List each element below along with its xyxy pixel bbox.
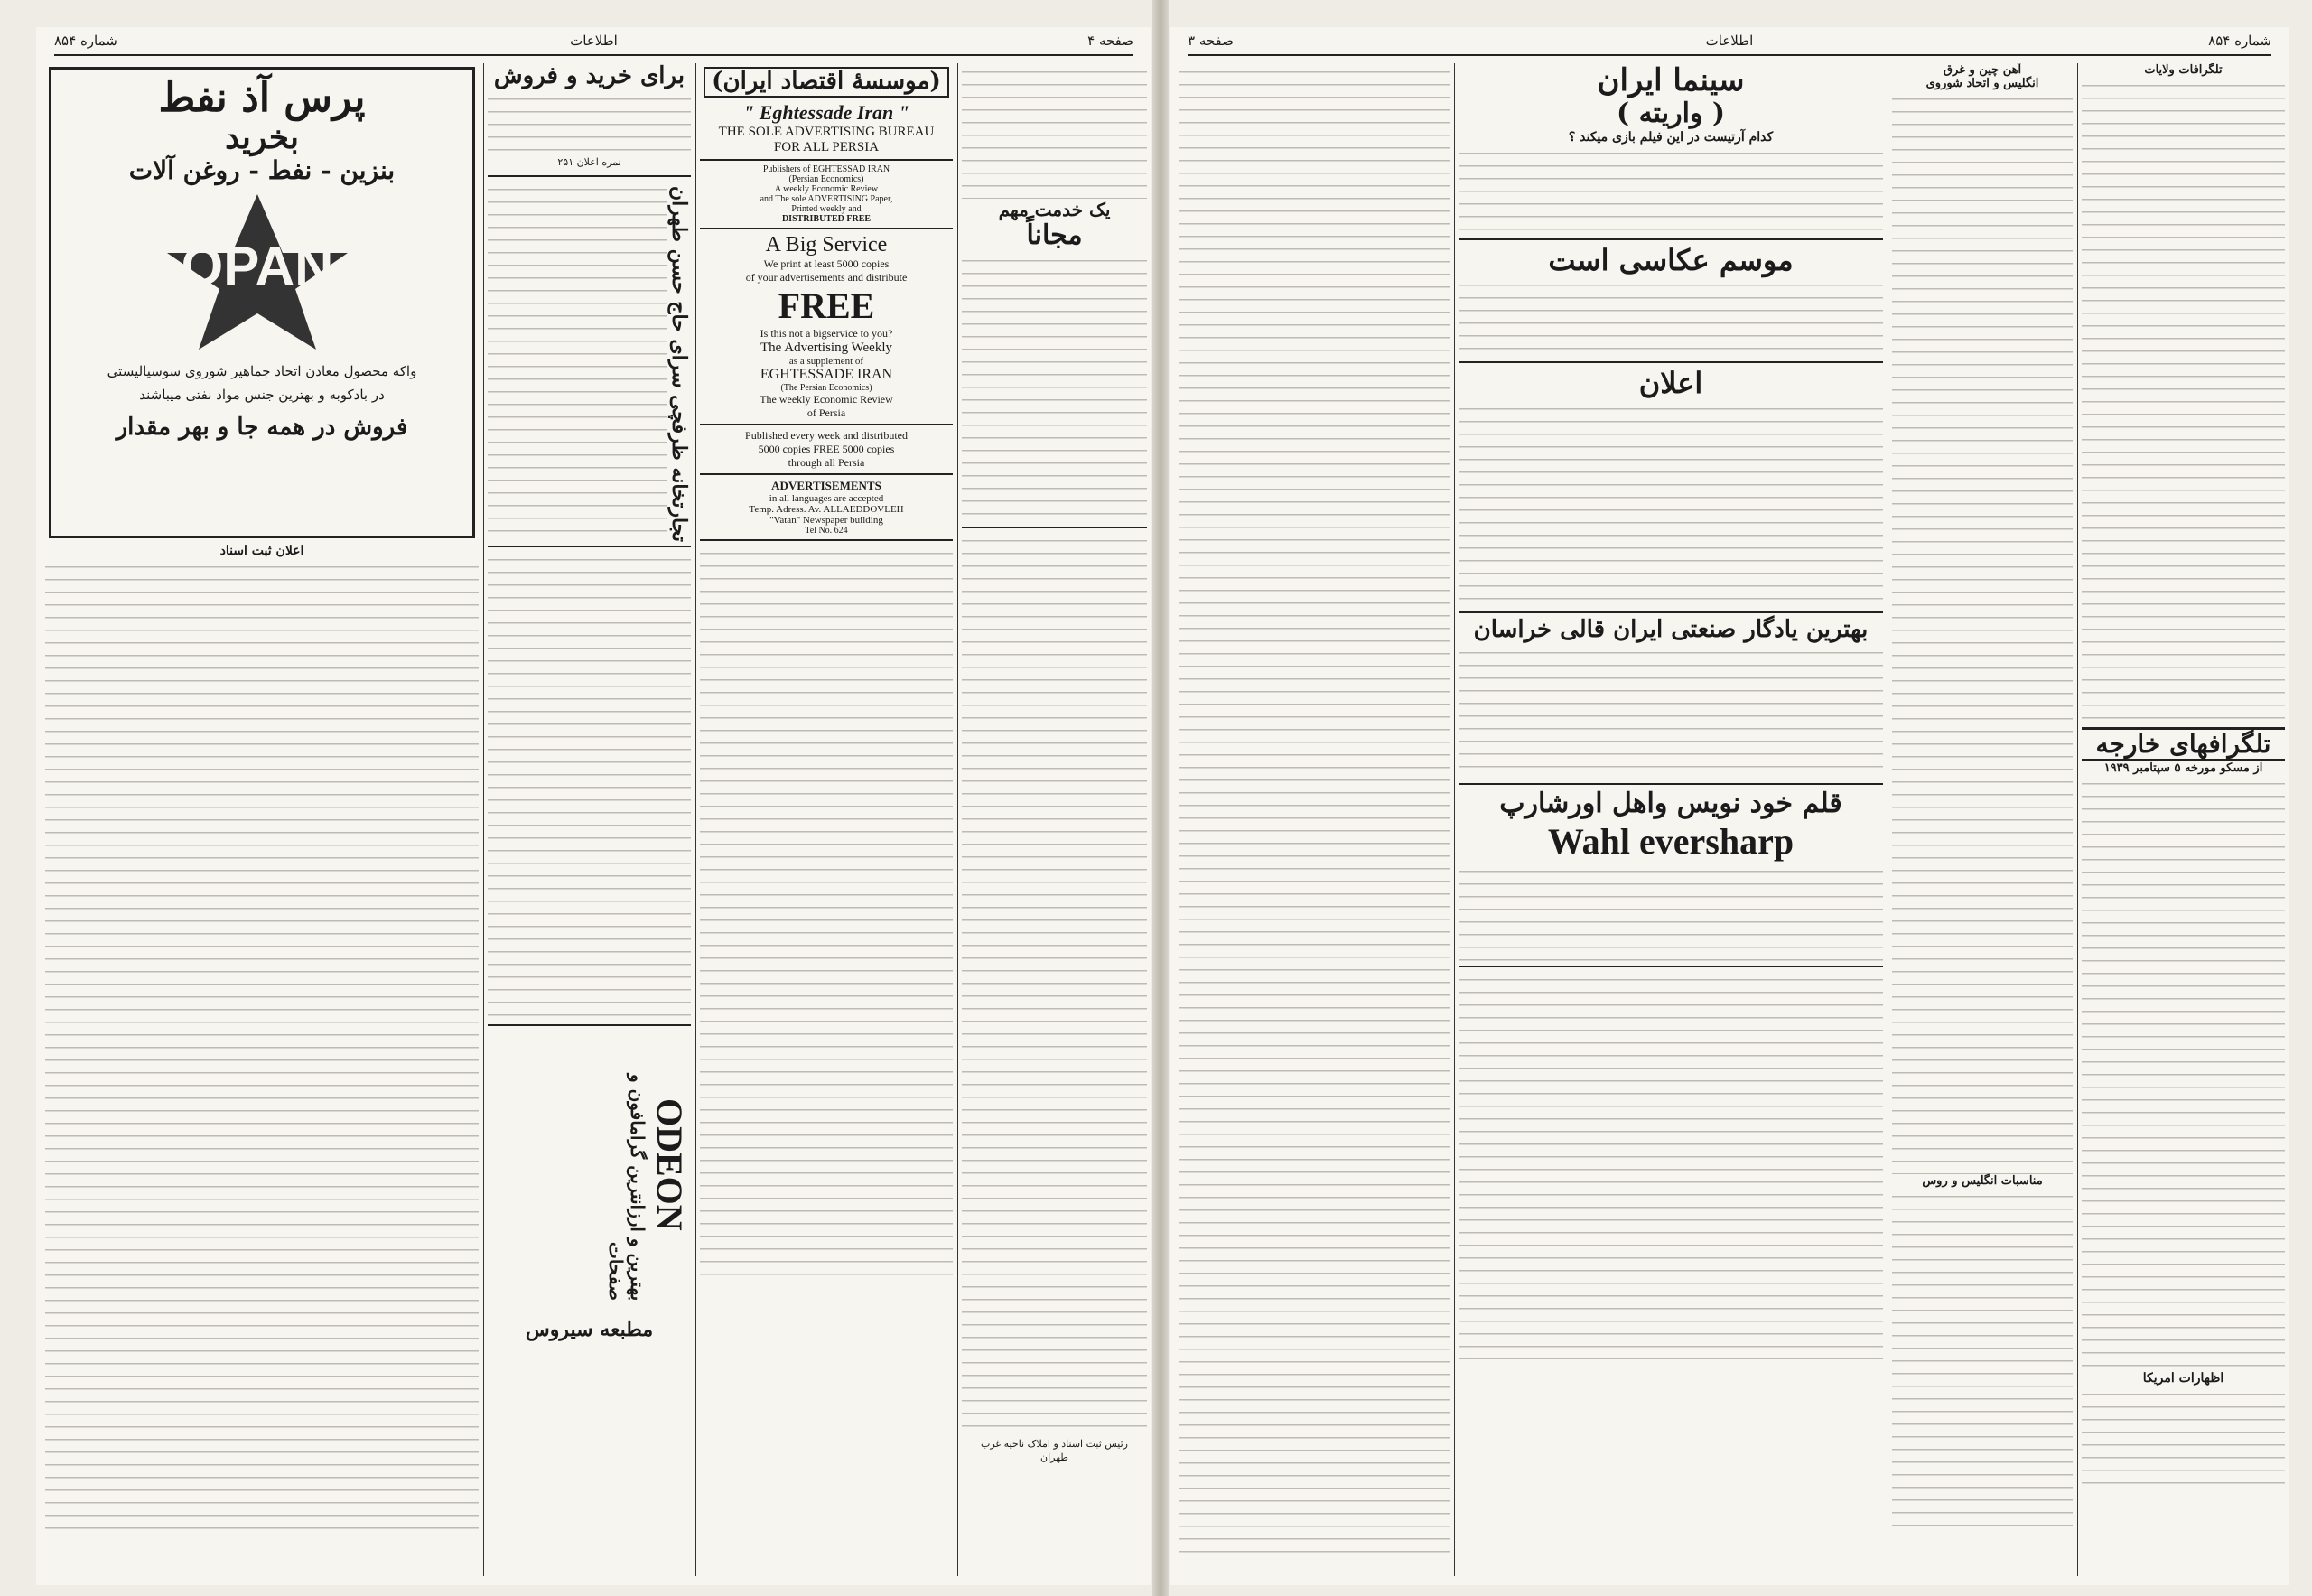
- oil-ad-desc: واکه محصول معادن اتحاد جماهیر شوروی سوسیالیستی: [107, 363, 417, 380]
- big-service-langs: in all languages are accepted: [769, 492, 884, 504]
- odeon-title: ODEON: [649, 1098, 690, 1232]
- photo-title: موسم عکاسی است: [1548, 242, 1794, 277]
- right-page: [1170, 27, 2289, 1585]
- col-header-h1: تلگرافات ولایات: [2144, 63, 2223, 77]
- majjanan-title: مجاناً: [1026, 219, 1083, 251]
- right-page-header: [1188, 29, 2271, 56]
- wahl-fa: قلم خود نویس واهل اورشارپ: [1499, 788, 1842, 820]
- opan-logo-icon: [50, 185, 465, 357]
- big-service-copies: 5000 copies FREE 5000 copies: [758, 442, 895, 455]
- big-service-as-supp: as a supplement of: [788, 355, 864, 367]
- oil-ad-title: پرس آذ نفط: [158, 75, 366, 121]
- eghtessad-sub1: THE SOLE ADVERTISING BUREAU: [718, 124, 935, 139]
- big-service-line2: of your advertisements and distribute: [745, 270, 908, 284]
- right-page-number: صفحه ۳: [1188, 33, 1234, 49]
- cinema-title: سینما ایران: [1597, 63, 1745, 98]
- big-service-ads: ADVERTISEMENTS: [771, 478, 881, 492]
- oil-ad-desc2: در بادکوبه و بهترین جنس مواد نفتی میباشند: [139, 386, 385, 403]
- col-header-h5: اظهارات امریکا: [2142, 1371, 2224, 1386]
- buy-sell-title: برای خرید و فروش: [493, 63, 685, 89]
- big-service-pub: Published every week and distributed: [745, 428, 908, 442]
- opan-logo-text: OPAN: [181, 236, 334, 297]
- big-service-addr: Temp. Adress. Av. ALLAEDDOVLEH: [749, 503, 904, 515]
- rule: [1454, 63, 1455, 1576]
- khorasan-title: بهترین یادگار صنعتی ایران قالی خراسان: [1473, 616, 1869, 644]
- service-fa-title: یک خدمت مهم: [998, 199, 1111, 220]
- press-name: مطبعه سیروس: [525, 1317, 654, 1341]
- left-page-header: [54, 29, 1133, 56]
- big-service-free: FREE: [778, 285, 875, 326]
- notices-text-block: [45, 558, 479, 1534]
- left-issue-number: شماره ۸۵۴: [54, 33, 117, 49]
- col-news-a: [1179, 63, 1450, 1576]
- big-service-pe: (The Persian Economics): [780, 382, 872, 393]
- oil-ad-buy: بخرید: [224, 118, 300, 157]
- eghtessad-weekly: A weekly Economic Review: [774, 183, 879, 194]
- left-page: [36, 27, 1151, 1585]
- buy-sell-note: نمره اعلان ۲۵۱: [557, 155, 621, 168]
- wahl-en: Wahl eversharp: [1547, 820, 1795, 862]
- eghtessad-weekly3: Printed weekly and: [791, 203, 862, 214]
- big-service-tel: Tel No. 624: [805, 525, 848, 536]
- notices-title: اعلان ثبت اسناد: [219, 544, 304, 558]
- oil-ad-box: [49, 67, 475, 538]
- eghtessad-distributed: DISTRIBUTED FREE: [781, 213, 872, 224]
- big-service-title: A Big Service: [765, 232, 888, 257]
- col-eghtessad: [700, 63, 953, 1576]
- col-news-b: [1892, 63, 2073, 1576]
- cinema-subtitle: ( واریته ): [1616, 98, 1726, 130]
- odeon-ad: [488, 1030, 691, 1301]
- eghtessad-publishers2: (Persian Economics): [788, 173, 864, 184]
- rule: [695, 63, 696, 1576]
- tehran-ad: [488, 181, 691, 542]
- col-service-notices: [962, 63, 1147, 1576]
- eghtessad-publishers: Publishers of EGHTESSAD IRAN: [762, 163, 890, 174]
- big-service-question: Is this not a bigservice to you?: [760, 326, 893, 340]
- cinema-question: کدام آرتیست در این فیلم بازی میکند ؟: [1568, 129, 1774, 145]
- col-header-h3: انگلیس و اتحاد شوروی: [1925, 77, 2039, 90]
- big-service-review: The weekly Economic Review: [760, 392, 893, 406]
- elan-title: اعلان: [1638, 366, 1703, 401]
- tehran-ad-text: تجارتخانه ظرفچی سرای حاج حسن طهران: [667, 185, 691, 542]
- oil-ad-sale: فروش در همه جا و بهر مقدار: [116, 413, 408, 441]
- telegrams-sub: از مسکو مورخه ۵ سپتامبر ۱۹۳۹: [2103, 761, 2263, 776]
- big-service-through: through all Persia: [788, 455, 865, 469]
- col-telegrams: [2082, 63, 2285, 1576]
- right-masthead: اطلاعات: [1705, 33, 1754, 49]
- left-masthead: اطلاعات: [570, 33, 618, 49]
- rule: [483, 63, 484, 1576]
- oil-ad-products: بنزین - نفط - روغن آلات: [128, 154, 396, 185]
- left-page-number: صفحه ۴: [1087, 33, 1133, 49]
- col-oil-notices: [45, 63, 479, 1576]
- big-service-eghtessad: EGHTESSADE IRAN: [760, 366, 893, 382]
- telegrams-title: تلگرافهای خارجه: [2082, 727, 2285, 761]
- big-service-vatan: "Vatan" Newspaper building: [769, 514, 883, 526]
- eghtessad-fa-title: (موسسهٔ اقتصاد ایران): [704, 67, 949, 98]
- big-service-of: of Persia: [806, 406, 846, 419]
- big-service-weekly: The Advertising Weekly: [760, 340, 892, 355]
- registry-footer: رئیس ثبت اسناد و املاک ناحیه غرب طهران: [981, 1437, 1128, 1464]
- col-header-h2: آهن چین و غرق: [1943, 63, 2022, 77]
- big-service-line1: We print at least 5000 copies: [763, 257, 890, 270]
- right-issue-number: شماره ۸۵۴: [2208, 33, 2271, 49]
- col-buysell-odeon: [488, 63, 691, 1576]
- page-gutter: [1152, 0, 1169, 1596]
- col-ads: [1459, 63, 1883, 1576]
- odeon-sub: بهترین و ارزانترین گرامافون و صفحات: [605, 1073, 648, 1301]
- eghtessad-weekly2: and The sole ADVERTISING Paper,: [760, 193, 893, 204]
- rule: [957, 63, 958, 1576]
- rule: [2077, 63, 2078, 1576]
- eghtessad-en-title: " Eghtessade Iran ": [743, 100, 909, 124]
- col-header-h4: مناسبات انگلیس و روس: [1922, 1174, 2043, 1188]
- eghtessad-sub2: FOR ALL PERSIA: [773, 139, 880, 154]
